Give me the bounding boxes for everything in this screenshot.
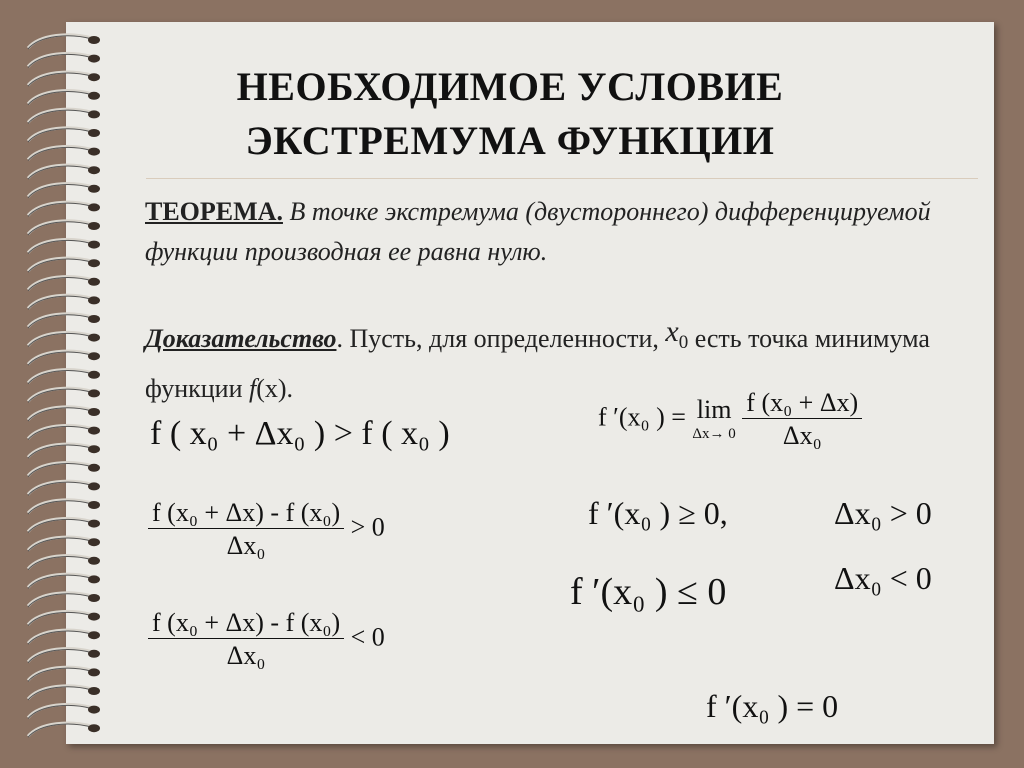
- fraction-negative-denominator: Δx₀: [148, 638, 344, 671]
- theorem-text: [145, 192, 975, 272]
- title-line-2: ЭКСТРЕМУМА ФУНКЦИИ: [245, 118, 775, 163]
- limit-subscript: Δx→ 0: [692, 426, 736, 442]
- theorem-body: В точке экстремума (двустороннего) дифференцируемой функции производная ее равна нулю.: [145, 197, 931, 266]
- fraction-positive-relation: > 0: [350, 512, 385, 542]
- slide-title: [150, 60, 870, 168]
- derivative-le: f ′(x₀ ) ≤ 0: [570, 571, 727, 613]
- proof-variable: [665, 315, 689, 353]
- divider: [146, 178, 978, 179]
- title-line-1: НЕОБХОДИМОЕ УСЛОВИЕ: [236, 64, 784, 109]
- derivative-fraction: [742, 388, 862, 451]
- proof-label: Доказательство: [145, 324, 337, 353]
- proof-var-letter: x: [665, 315, 679, 348]
- fraction-negative-relation: < 0: [350, 622, 385, 652]
- fraction-positive-body: [148, 498, 344, 561]
- fraction-positive: [148, 498, 385, 561]
- derivative-numerator: f (x₀ + Δx): [746, 388, 859, 417]
- fraction-negative-numerator: f (x₀ + Δx) - f (x₀): [152, 608, 341, 637]
- fraction-negative: [148, 608, 385, 671]
- inequality-main: f ( x₀ + Δx₀ ) > f ( x₀ ): [150, 415, 450, 452]
- proof-func: f: [249, 374, 257, 403]
- fraction-positive-numerator: f (x₀ + Δx) - f (x₀): [152, 498, 341, 527]
- derivative-denominator: Δx₀: [742, 418, 862, 451]
- fraction-negative-body: [148, 608, 344, 671]
- derivative-lhs: f ′(x₀ ) =: [598, 402, 686, 432]
- proof-text-1: . Пусть, для определенности,: [336, 324, 666, 353]
- theorem-label: ТЕОРЕМА.: [145, 197, 283, 226]
- proof-text-3: (x).: [256, 374, 294, 403]
- spiral-binding-icon: [0, 0, 120, 768]
- limit: [692, 397, 735, 442]
- dx-positive: Δx₀ > 0: [834, 495, 932, 531]
- derivative-ge: f ′(x₀ ) ≥ 0,: [588, 495, 728, 531]
- fraction-positive-denominator: Δx₀: [148, 528, 344, 561]
- derivative-definition: [598, 388, 862, 451]
- proof-text-2: есть точка минимума функции: [145, 324, 930, 403]
- proof-var-sub: 0: [678, 332, 689, 353]
- dx-negative: Δx₀ < 0: [834, 560, 932, 596]
- derivative-zero-result: f ′(x₀ ) = 0: [706, 688, 839, 724]
- limit-label: lim: [696, 395, 732, 424]
